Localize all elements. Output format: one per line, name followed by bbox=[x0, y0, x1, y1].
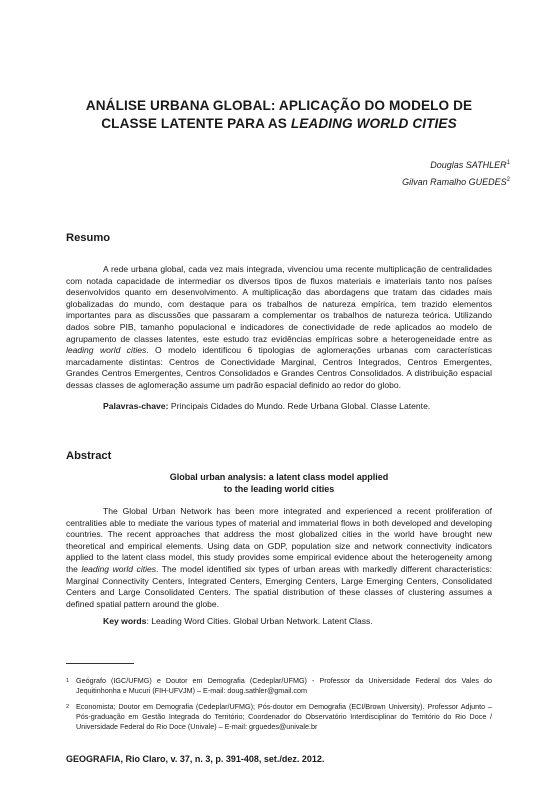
author-list bbox=[402, 156, 510, 190]
abstract-subtitle bbox=[66, 471, 492, 495]
resumo-text-a: A rede urbana global, cada vez mais integrada, vivenciou uma recente multiplicação de centralidades com notada capacidade de intermediar os diversos tipos de fluxos materiais e imateriais tanto nos países desenvolvidos quanto em desenvolvimento. A multiplicação das abordagens que tratam das cidades mais globalizadas do mundo, com destaque para os trabalhos de natureza empírica, tem trazido elementos importantes para as discussões que passaram a complementar os trabalhos de natureza teórica. Utilizando dados sobre PIB, tamanho populacional e indicadores de conectividade de rede aplicados ao modelo de agrupamento de classes latentes, este estudo traz evidências empíricas sobre a heterogeneidade entre as bbox=[66, 264, 492, 344]
title-line-2-italic: LEADING WORLD CITIES bbox=[290, 116, 457, 131]
author-name: Douglas SATHLER bbox=[430, 160, 507, 170]
journal-footer: GEOGRAFIA, Rio Claro, v. 37, n. 3, p. 391-408, set./dez. 2012. bbox=[66, 754, 325, 764]
author-mark: 2 bbox=[506, 177, 510, 183]
article-title bbox=[66, 97, 492, 133]
author-1 bbox=[402, 156, 510, 173]
abstract-text-a: The Global Urban Network has been more integrated and experienced a recent proliferation of centralities able to mediate the various types of material and immaterial flows in both developed and developing countries. The recent approaches that address the most globalized cities in the world have brought new theoretical and empirical elements. Using data on GDP, population size and network connectivity indicators applied to the latent class model, this study provides some empirical evidence about the heterogeneity among the bbox=[66, 506, 492, 574]
footnote-2 bbox=[66, 702, 492, 732]
abstract-keywords bbox=[103, 615, 503, 627]
footnote-mark: 1 bbox=[66, 678, 70, 684]
abstract-text-b: . The model identified six types of urban areas with markedly different characteristics: Marginal Connectivity Centers, Integrated Centers, Emerging Centers, Large Emerging Centers, Consolidated Centers and Large Consolidated Centers. The spatial distribution of these classes of clustering assumes a defined spatial pattern around the globe. bbox=[66, 563, 492, 609]
footnote-1 bbox=[66, 676, 492, 696]
footnote-divider bbox=[66, 663, 134, 664]
keywords-text: : Leading Word Cities. Global Urban Network. Latent Class. bbox=[146, 616, 373, 626]
abstract-body bbox=[66, 506, 492, 610]
title-line-1: ANÁLISE URBANA GLOBAL: APLICAÇÃO DO MODELO DE bbox=[85, 98, 473, 113]
resumo-heading: Resumo bbox=[66, 232, 111, 244]
abstract-heading: Abstract bbox=[66, 450, 112, 462]
resumo-text-b: . O modelo identificou 6 tipologias de aglomerações urbanas com características marcadamente distintas: Centros de Conectividade Marginal, Centros Integrados, Centros Emergentes, Grandes Centros Emergentes, Centros Consolidados e Grandes Centros Consolidados. A distribuição espacial dessas classes de aglomeração assume um padrão espacial definido ao redor do globo. bbox=[66, 345, 492, 390]
resumo-keywords bbox=[103, 400, 503, 412]
footnote-mark: 2 bbox=[66, 704, 70, 710]
abstract-subtitle-line-1: Global urban analysis: a latent class model applied bbox=[169, 472, 389, 482]
footnote-text: Geógrafo (IGC/UFMG) e Doutor em Demografia (Cedeplar/UFMG) - Professor da Universidade Federal dos Vales do Jequitinhonha e Mucuri (FIH-UFVJM) – E-mail: doug.sathler@gmail.com bbox=[76, 676, 492, 695]
title-line-2 bbox=[66, 115, 492, 133]
keywords-label: Key words bbox=[103, 616, 147, 626]
resumo-text-italic: leading world cities bbox=[66, 345, 147, 356]
abstract-subtitle-line-2: to the leading world cities bbox=[223, 484, 335, 494]
footnote-text: Economista; Doutor em Demografia (Cedeplar/UFMG); Pós-doutor em Demografia (ECI/Brown University). Professor Adjunto – Pós-graduação em Gestão Integrada do Território; Coordenador do Observatório Interdisciplinar do Território do Rio Doce / Universidade Federal do Rio Doce (Univale) – E-mail: grguedes@univale.br bbox=[76, 702, 492, 731]
resumo-body bbox=[66, 264, 492, 392]
keywords-label: Palavras-chave: bbox=[103, 401, 169, 411]
abstract-text-italic: leading world cities bbox=[81, 563, 157, 574]
author-2 bbox=[402, 173, 510, 190]
author-name: Gilvan Ramalho GUEDES bbox=[402, 177, 507, 187]
keywords-text: Principais Cidades do Mundo. Rede Urbana Global. Classe Latente. bbox=[168, 401, 431, 411]
title-line-2-plain: CLASSE LATENTE PARA AS bbox=[101, 116, 291, 131]
author-mark: 1 bbox=[506, 160, 510, 166]
